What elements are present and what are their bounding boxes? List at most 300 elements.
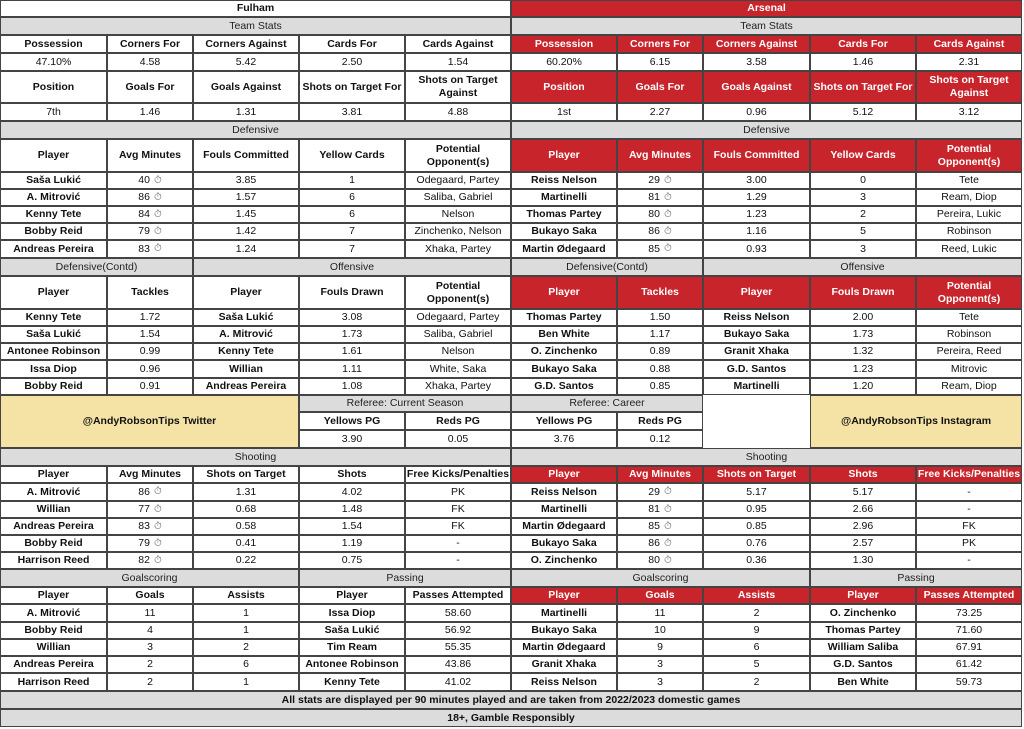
away-goalscoring-cell: 3 xyxy=(617,656,703,673)
home-defensive-col-header: Yellow Cards xyxy=(299,139,405,172)
home-offensive-cell: Willian xyxy=(193,360,299,378)
avg-minutes-value: 83 xyxy=(138,520,150,533)
referee-season-reds-label: Reds PG xyxy=(405,412,511,430)
home-shooting-cell: A. Mitrović xyxy=(0,483,107,501)
away-tackles-cell: G.D. Santos xyxy=(511,378,617,395)
home-defensive-cell xyxy=(107,223,193,240)
away-tackles-cell: 1.50 xyxy=(617,309,703,326)
away-passing-cell: 73.25 xyxy=(916,604,1022,622)
home-offensive-cell: 3.08 xyxy=(299,309,405,326)
away-passing-cell: 67.91 xyxy=(916,639,1022,656)
home-offensive-cell: 1.61 xyxy=(299,343,405,360)
home-shooting-cell: 0.41 xyxy=(193,535,299,552)
away-shooting-cell: 0.36 xyxy=(703,552,810,569)
home-shooting-cell xyxy=(107,535,193,552)
away-shooting-cell: PK xyxy=(916,535,1022,552)
home-offensive-header: Offensive xyxy=(193,258,511,276)
stopwatch-icon: ⏱ xyxy=(663,503,672,515)
away-shooting-cell: Reiss Nelson xyxy=(511,483,617,501)
home-tackles-cell: Saša Lukić xyxy=(0,326,107,343)
away-passing-cell: Thomas Partey xyxy=(810,622,916,639)
home-offensive-cell: A. Mitrović xyxy=(193,326,299,343)
home-passing-cell: 55.35 xyxy=(405,639,511,656)
home-shooting-cell: 4.02 xyxy=(299,483,405,501)
home-offensive-cell: Saša Lukić xyxy=(193,309,299,326)
away-shooting-cell: 5.17 xyxy=(703,483,810,501)
stopwatch-icon: ⏱ xyxy=(153,554,162,566)
home-defensive-cell: 6 xyxy=(299,206,405,223)
home-shooting-cell: Harrison Reed xyxy=(0,552,107,569)
stopwatch-icon: ⏱ xyxy=(663,537,672,549)
stopwatch-icon: ⏱ xyxy=(153,503,162,515)
away-defensive-cell: Thomas Partey xyxy=(511,206,617,223)
away-goalscoring-col-header: Assists xyxy=(703,587,810,604)
home-shooting-cell: - xyxy=(405,552,511,569)
home-team-stats-col-header: Shots on Target Against xyxy=(405,71,511,103)
away-shooting-col-header: Avg Minutes xyxy=(617,466,703,483)
footer-gamble-notice: 18+, Gamble Responsibly xyxy=(0,709,1022,727)
away-shooting-cell: Bukayo Saka xyxy=(511,535,617,552)
home-passing-cell: 56.92 xyxy=(405,622,511,639)
home-defensive-cell: 6 xyxy=(299,189,405,206)
home-team-stat-value: 3.81 xyxy=(299,103,405,121)
away-team-title: Arsenal xyxy=(511,0,1022,17)
avg-minutes-value: 81 xyxy=(648,191,660,204)
home-defensive-cell: 1.45 xyxy=(193,206,299,223)
home-tackles-cell: 0.91 xyxy=(107,378,193,395)
away-tackles-cell: Thomas Partey xyxy=(511,309,617,326)
away-defensive-cell: Ream, Diop xyxy=(916,189,1022,206)
away-shooting-cell: FK xyxy=(916,518,1022,535)
away-offensive-header: Offensive xyxy=(703,258,1022,276)
stopwatch-icon: ⏱ xyxy=(153,191,162,203)
home-shooting-cell: FK xyxy=(405,518,511,535)
away-offensive-cell: Tete xyxy=(916,309,1022,326)
away-shooting-header: Shooting xyxy=(511,448,1022,466)
away-passing-cell: 71.60 xyxy=(916,622,1022,639)
away-team-stat-value: 3.58 xyxy=(703,53,810,71)
home-shooting-cell: 0.58 xyxy=(193,518,299,535)
away-shooting-cell xyxy=(617,483,703,501)
away-goalscoring-cell: 2 xyxy=(703,673,810,691)
away-team-stats-col-header: Goals Against xyxy=(703,71,810,103)
home-tackles-cell: Issa Diop xyxy=(0,360,107,378)
home-tackles-cell: Antonee Robinson xyxy=(0,343,107,360)
home-defensive-cell: Saliba, Gabriel xyxy=(405,189,511,206)
away-shooting-cell: O. Zinchenko xyxy=(511,552,617,569)
away-defensive-cell: Bukayo Saka xyxy=(511,223,617,240)
home-passing-cell: 43.86 xyxy=(405,656,511,673)
away-shooting-col-header: Shots on Target xyxy=(703,466,810,483)
away-team-stats-col-header: Cards Against xyxy=(916,35,1022,53)
away-goalscoring-cell: Granit Xhaka xyxy=(511,656,617,673)
away-goalscoring-cell: 5 xyxy=(703,656,810,673)
referee-career-yellows-label: Yellows PG xyxy=(511,412,617,430)
away-offensive-col-header: Player xyxy=(703,276,810,309)
avg-minutes-value: 86 xyxy=(138,485,150,498)
away-defensive-cell: 5 xyxy=(810,223,916,240)
home-goalscoring-cell: 6 xyxy=(193,656,299,673)
home-goalscoring-cell: Andreas Pereira xyxy=(0,656,107,673)
away-shooting-cell: - xyxy=(916,552,1022,569)
home-shooting-cell: Andreas Pereira xyxy=(0,518,107,535)
away-team-stat-value: 1.46 xyxy=(810,53,916,71)
home-offensive-cell: White, Saka xyxy=(405,360,511,378)
away-shooting-cell xyxy=(617,552,703,569)
away-shooting-cell: 0.76 xyxy=(703,535,810,552)
home-team-stat-value: 4.58 xyxy=(107,53,193,71)
away-defensive-cell xyxy=(617,189,703,206)
home-passing-cell: Tim Ream xyxy=(299,639,405,656)
away-goalscoring-cell: Martin Ødegaard xyxy=(511,639,617,656)
home-shooting-cell xyxy=(107,483,193,501)
home-tackles-cell: Kenny Tete xyxy=(0,309,107,326)
away-goalscoring-cell: 3 xyxy=(617,673,703,691)
home-defensive-cell: Odegaard, Partey xyxy=(405,172,511,189)
home-defensive-cell xyxy=(107,172,193,189)
away-tackles-cell: Bukayo Saka xyxy=(511,360,617,378)
avg-minutes-value: 86 xyxy=(648,225,660,238)
referee-season-yellows-label: Yellows PG xyxy=(299,412,405,430)
home-offensive-cell: Andreas Pereira xyxy=(193,378,299,395)
away-passing-cell: O. Zinchenko xyxy=(810,604,916,622)
away-offensive-col-header: Potential Opponent(s) xyxy=(916,276,1022,309)
home-offensive-cell: 1.73 xyxy=(299,326,405,343)
away-passing-col-header: Player xyxy=(810,587,916,604)
stopwatch-icon: ⏱ xyxy=(153,174,162,186)
away-defensive-cell: Reiss Nelson xyxy=(511,172,617,189)
home-goalscoring-cell: 1 xyxy=(193,673,299,691)
avg-minutes-value: 29 xyxy=(648,485,660,498)
stopwatch-icon: ⏱ xyxy=(663,225,672,237)
footer-note: All stats are displayed per 90 minutes played and are taken from 2022/2023 domestic games xyxy=(0,691,1022,709)
home-tackles-cell: Bobby Reid xyxy=(0,378,107,395)
home-tackles-cell: 0.96 xyxy=(107,360,193,378)
away-team-stat-value: 0.96 xyxy=(703,103,810,121)
away-shooting-col-header: Player xyxy=(511,466,617,483)
avg-minutes-value: 85 xyxy=(648,242,660,255)
home-passing-cell: 41.02 xyxy=(405,673,511,691)
home-defensive-cell: Kenny Tete xyxy=(0,206,107,223)
home-goalscoring-cell: Bobby Reid xyxy=(0,622,107,639)
away-tackles-col-header: Player xyxy=(511,276,617,309)
avg-minutes-value: 86 xyxy=(138,191,150,204)
away-offensive-cell: Ream, Diop xyxy=(916,378,1022,395)
home-tackles-cell: 0.99 xyxy=(107,343,193,360)
home-shooting-cell: - xyxy=(405,535,511,552)
home-passing-header: Passing xyxy=(299,569,511,587)
away-defensive-cell xyxy=(617,240,703,258)
away-offensive-cell: 1.32 xyxy=(810,343,916,360)
home-shooting-header: Shooting xyxy=(0,448,511,466)
away-shooting-cell: Martin Ødegaard xyxy=(511,518,617,535)
away-tackles-cell: Ben White xyxy=(511,326,617,343)
away-team-stat-value: 1st xyxy=(511,103,617,121)
home-passing-cell: 58.60 xyxy=(405,604,511,622)
away-team-stats-col-header: Shots on Target Against xyxy=(916,71,1022,103)
home-tackles-cell: 1.72 xyxy=(107,309,193,326)
home-defensive-header: Defensive xyxy=(0,121,511,139)
twitter-handle: @AndyRobsonTips Twitter xyxy=(0,395,299,448)
avg-minutes-value: 82 xyxy=(138,554,150,567)
stopwatch-icon: ⏱ xyxy=(663,208,672,220)
away-defensive-cell: 1.29 xyxy=(703,189,810,206)
stopwatch-icon: ⏱ xyxy=(153,208,162,220)
away-defensive-col-header: Potential Opponent(s) xyxy=(916,139,1022,172)
home-defensive-col-header: Fouls Committed xyxy=(193,139,299,172)
home-team-stats-col-header: Shots on Target For xyxy=(299,71,405,103)
home-offensive-cell: Odegaard, Partey xyxy=(405,309,511,326)
home-defensive-cell: 7 xyxy=(299,223,405,240)
home-shooting-cell: Willian xyxy=(0,501,107,518)
away-offensive-cell: Reiss Nelson xyxy=(703,309,810,326)
away-goalscoring-cell: Bukayo Saka xyxy=(511,622,617,639)
away-team-stat-value: 60.20% xyxy=(511,53,617,71)
away-defensive-cell: 0.93 xyxy=(703,240,810,258)
home-goalscoring-cell: Willian xyxy=(0,639,107,656)
away-goalscoring-col-header: Goals xyxy=(617,587,703,604)
referee-season-reds-value: 0.05 xyxy=(405,430,511,448)
avg-minutes-value: 77 xyxy=(138,503,150,516)
home-goalscoring-col-header: Player xyxy=(0,587,107,604)
home-shooting-cell: 1.19 xyxy=(299,535,405,552)
home-defensive-cell: A. Mitrović xyxy=(0,189,107,206)
home-goalscoring-cell: A. Mitrović xyxy=(0,604,107,622)
away-defensive-cell: 1.23 xyxy=(703,206,810,223)
home-passing-cell: Saša Lukić xyxy=(299,622,405,639)
home-shooting-cell: FK xyxy=(405,501,511,518)
home-goalscoring-cell: 11 xyxy=(107,604,193,622)
home-goalscoring-cell: 1 xyxy=(193,622,299,639)
avg-minutes-value: 84 xyxy=(138,208,150,221)
home-goalscoring-cell: 2 xyxy=(107,673,193,691)
away-defensive-contd-header: Defensive(Contd) xyxy=(511,258,703,276)
home-shooting-cell: 1.48 xyxy=(299,501,405,518)
away-team-stats-col-header: Goals For xyxy=(617,71,703,103)
home-offensive-col-header: Player xyxy=(193,276,299,309)
home-goalscoring-header: Goalscoring xyxy=(0,569,299,587)
away-tackles-col-header: Tackles xyxy=(617,276,703,309)
away-defensive-col-header: Yellow Cards xyxy=(810,139,916,172)
home-goalscoring-cell: 2 xyxy=(193,639,299,656)
home-shooting-cell: PK xyxy=(405,483,511,501)
away-defensive-cell: Martin Ødegaard xyxy=(511,240,617,258)
avg-minutes-value: 81 xyxy=(648,503,660,516)
referee-career-reds-label: Reds PG xyxy=(617,412,703,430)
away-tackles-cell: O. Zinchenko xyxy=(511,343,617,360)
stopwatch-icon: ⏱ xyxy=(663,520,672,532)
away-tackles-cell: 0.85 xyxy=(617,378,703,395)
away-team-stats-col-header: Possession xyxy=(511,35,617,53)
away-team-stat-value: 2.27 xyxy=(617,103,703,121)
away-defensive-cell xyxy=(617,223,703,240)
away-offensive-cell: Bukayo Saka xyxy=(703,326,810,343)
home-shooting-col-header: Player xyxy=(0,466,107,483)
home-defensive-contd-header: Defensive(Contd) xyxy=(0,258,193,276)
home-defensive-cell xyxy=(107,189,193,206)
home-team-stats-col-header: Goals Against xyxy=(193,71,299,103)
away-goalscoring-col-header: Player xyxy=(511,587,617,604)
away-tackles-cell: 0.89 xyxy=(617,343,703,360)
home-team-stat-value: 2.50 xyxy=(299,53,405,71)
away-offensive-cell: 1.23 xyxy=(810,360,916,378)
avg-minutes-value: 86 xyxy=(648,537,660,550)
away-defensive-cell: Tete xyxy=(916,172,1022,189)
away-shooting-cell: 1.30 xyxy=(810,552,916,569)
home-defensive-cell: Bobby Reid xyxy=(0,223,107,240)
avg-minutes-value: 29 xyxy=(648,174,660,187)
away-team-stat-value: 6.15 xyxy=(617,53,703,71)
away-team-stat-value: 3.12 xyxy=(916,103,1022,121)
stopwatch-icon: ⏱ xyxy=(153,225,162,237)
away-goalscoring-cell: 2 xyxy=(703,604,810,622)
home-defensive-cell: 1.42 xyxy=(193,223,299,240)
avg-minutes-value: 40 xyxy=(138,174,150,187)
away-team-stats-col-header: Corners Against xyxy=(703,35,810,53)
away-team-stat-value: 5.12 xyxy=(810,103,916,121)
away-shooting-cell xyxy=(617,501,703,518)
away-passing-cell: 61.42 xyxy=(916,656,1022,673)
away-shooting-cell: Martinelli xyxy=(511,501,617,518)
home-team-stat-value: 1.46 xyxy=(107,103,193,121)
avg-minutes-value: 85 xyxy=(648,520,660,533)
home-tackles-cell: 1.54 xyxy=(107,326,193,343)
home-team-stats-col-header: Corners Against xyxy=(193,35,299,53)
home-defensive-cell: 3.85 xyxy=(193,172,299,189)
home-shooting-col-header: Shots xyxy=(299,466,405,483)
home-shooting-col-header: Free Kicks/Penalties xyxy=(405,466,511,483)
home-goalscoring-cell: 1 xyxy=(193,604,299,622)
away-goalscoring-cell: 11 xyxy=(617,604,703,622)
home-passing-col-header: Player xyxy=(299,587,405,604)
away-goalscoring-cell: 9 xyxy=(703,622,810,639)
home-defensive-cell: 1 xyxy=(299,172,405,189)
home-defensive-cell xyxy=(107,240,193,258)
home-goalscoring-col-header: Assists xyxy=(193,587,299,604)
home-shooting-col-header: Avg Minutes xyxy=(107,466,193,483)
away-goalscoring-cell: 9 xyxy=(617,639,703,656)
home-team-stat-value: 1.54 xyxy=(405,53,511,71)
home-offensive-cell: 1.08 xyxy=(299,378,405,395)
away-tackles-cell: 1.17 xyxy=(617,326,703,343)
stopwatch-icon: ⏱ xyxy=(663,191,672,203)
away-offensive-cell: Martinelli xyxy=(703,378,810,395)
away-defensive-cell xyxy=(617,172,703,189)
away-defensive-cell: Pereira, Lukic xyxy=(916,206,1022,223)
away-defensive-cell: Martinelli xyxy=(511,189,617,206)
away-shooting-cell: 0.85 xyxy=(703,518,810,535)
home-team-stat-value: 4.88 xyxy=(405,103,511,121)
avg-minutes-value: 83 xyxy=(138,242,150,255)
away-goalscoring-cell: 10 xyxy=(617,622,703,639)
away-shooting-cell xyxy=(617,535,703,552)
away-offensive-cell: Granit Xhaka xyxy=(703,343,810,360)
home-defensive-cell: 7 xyxy=(299,240,405,258)
away-shooting-cell xyxy=(617,518,703,535)
home-team-stats-col-header: Cards For xyxy=(299,35,405,53)
home-offensive-cell: Nelson xyxy=(405,343,511,360)
away-team-stats-col-header: Corners For xyxy=(617,35,703,53)
away-offensive-cell: 1.20 xyxy=(810,378,916,395)
stopwatch-icon: ⏱ xyxy=(663,174,672,186)
referee-season-header: Referee: Current Season xyxy=(299,395,511,412)
home-offensive-cell: 1.11 xyxy=(299,360,405,378)
home-shooting-cell: Bobby Reid xyxy=(0,535,107,552)
home-offensive-cell: Xhaka, Partey xyxy=(405,378,511,395)
home-shooting-cell xyxy=(107,518,193,535)
referee-season-yellows-value: 3.90 xyxy=(299,430,405,448)
home-defensive-cell: Saša Lukić xyxy=(0,172,107,189)
referee-career-header: Referee: Career xyxy=(511,395,703,412)
home-passing-cell: Issa Diop xyxy=(299,604,405,622)
away-shooting-cell: 0.95 xyxy=(703,501,810,518)
away-tackles-cell: 0.88 xyxy=(617,360,703,378)
stopwatch-icon: ⏱ xyxy=(153,520,162,532)
away-offensive-col-header: Fouls Drawn xyxy=(810,276,916,309)
away-passing-cell: G.D. Santos xyxy=(810,656,916,673)
away-shooting-cell: 2.66 xyxy=(810,501,916,518)
away-defensive-cell: 2 xyxy=(810,206,916,223)
away-defensive-cell: 0 xyxy=(810,172,916,189)
home-goalscoring-cell: 4 xyxy=(107,622,193,639)
away-offensive-cell: Mitrovic xyxy=(916,360,1022,378)
away-defensive-cell: 1.16 xyxy=(703,223,810,240)
away-team-stats-col-header: Shots on Target For xyxy=(810,71,916,103)
home-team-stats-col-header: Position xyxy=(0,71,107,103)
home-team-stat-value: 47.10% xyxy=(0,53,107,71)
home-passing-cell: Antonee Robinson xyxy=(299,656,405,673)
stopwatch-icon: ⏱ xyxy=(153,486,162,497)
home-offensive-cell: Saliba, Gabriel xyxy=(405,326,511,343)
home-offensive-col-header: Potential Opponent(s) xyxy=(405,276,511,309)
away-goalscoring-cell: Reiss Nelson xyxy=(511,673,617,691)
home-team-stat-value: 7th xyxy=(0,103,107,121)
home-defensive-cell xyxy=(107,206,193,223)
away-shooting-cell: 2.57 xyxy=(810,535,916,552)
home-goalscoring-cell: Harrison Reed xyxy=(0,673,107,691)
away-offensive-cell: 1.73 xyxy=(810,326,916,343)
home-goalscoring-cell: 2 xyxy=(107,656,193,673)
away-shooting-cell: - xyxy=(916,483,1022,501)
away-passing-header: Passing xyxy=(810,569,1022,587)
stopwatch-icon: ⏱ xyxy=(663,243,672,254)
home-team-stats-header: Team Stats xyxy=(0,17,511,35)
away-team-stats-col-header: Position xyxy=(511,71,617,103)
away-offensive-cell: G.D. Santos xyxy=(703,360,810,378)
away-shooting-col-header: Free Kicks/Penalties xyxy=(916,466,1022,483)
home-shooting-cell: 1.54 xyxy=(299,518,405,535)
away-shooting-col-header: Shots xyxy=(810,466,916,483)
away-defensive-cell: Robinson xyxy=(916,223,1022,240)
home-defensive-cell: Nelson xyxy=(405,206,511,223)
home-team-title: Fulham xyxy=(0,0,511,17)
home-defensive-col-header: Avg Minutes xyxy=(107,139,193,172)
home-shooting-col-header: Shots on Target xyxy=(193,466,299,483)
home-team-stat-value: 1.31 xyxy=(193,103,299,121)
away-offensive-cell: 2.00 xyxy=(810,309,916,326)
stopwatch-icon: ⏱ xyxy=(663,486,672,497)
avg-minutes-value: 80 xyxy=(648,208,660,221)
away-shooting-cell: 2.96 xyxy=(810,518,916,535)
home-tackles-col-header: Player xyxy=(0,276,107,309)
away-offensive-cell: Pereira, Reed xyxy=(916,343,1022,360)
home-defensive-cell: Andreas Pereira xyxy=(0,240,107,258)
away-shooting-cell: 5.17 xyxy=(810,483,916,501)
home-shooting-cell: 0.75 xyxy=(299,552,405,569)
away-goalscoring-header: Goalscoring xyxy=(511,569,810,587)
avg-minutes-value: 79 xyxy=(138,537,150,550)
away-passing-col-header: Passes Attempted xyxy=(916,587,1022,604)
